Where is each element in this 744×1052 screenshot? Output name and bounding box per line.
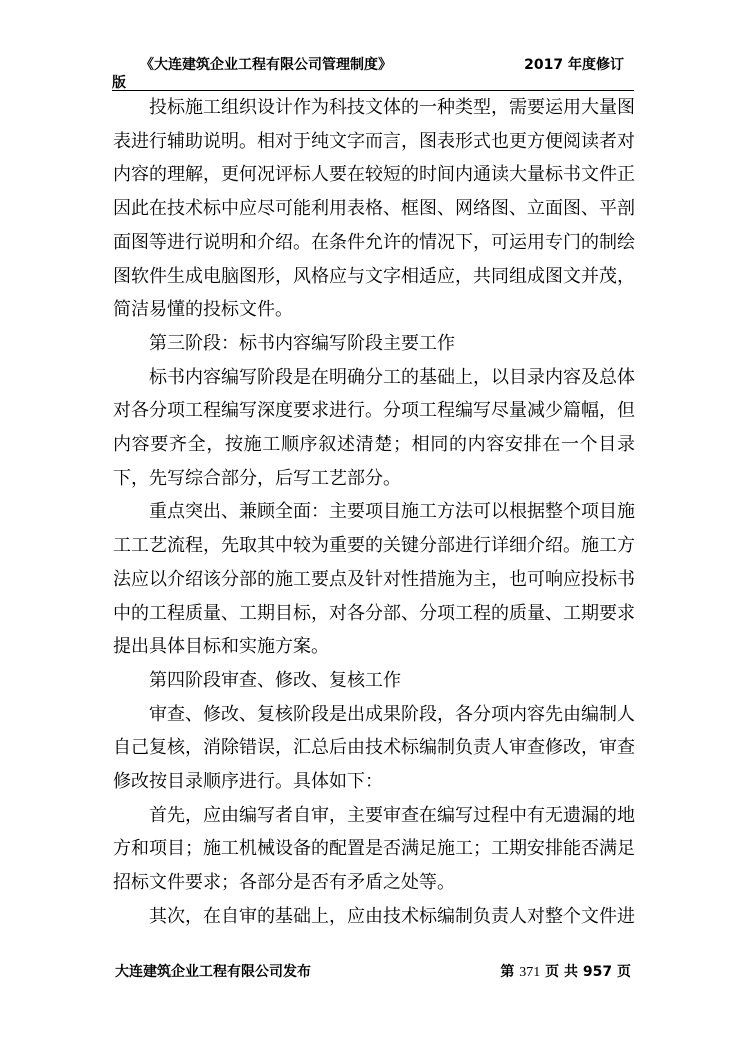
paragraph: 投标施工组织设计作为科技文体的一种类型，需要运用大量图表进行辅助说明。相对于纯文字而言，图表形式也更方便阅读者对内容的理解，更何况评标人要在较短的时间内通读大量标书文件正因此在技术标中应尽可能利用表格、框图、网络图、立面图、平剖面图等进行说明和介绍。在条件允许的情况下，可运用专门的制绘图软件生成电脑图形，风格应与文字相适应，共同组成图文并茂，简洁易懂的投标文件。 bbox=[113, 97, 635, 321]
paragraph: 标书内容编写阶段是在明确分工的基础上，以目录内容及总体对各分项工程编写深度要求进行。分项工程编写尽量减少篇幅，但内容要齐全，按施工顺序叙述清楚；相同的内容安排在一个目录下，先写综合部分，后写工艺部分。 bbox=[113, 366, 635, 489]
page-current: 371 bbox=[519, 965, 541, 980]
paragraph: 其次，在自审的基础上，应由技术标编制负责人对整个文件进 bbox=[149, 905, 635, 927]
paragraph: 首先，应由编写者自审，主要审查在编写过程中有无遗漏的地方和项目；施工机械设备的配置是否满足施工；工期安排能否满足招标文件要求；各部分是否有矛盾之处等。 bbox=[113, 804, 635, 894]
section-heading: 第三阶段：标书内容编写阶段主要工作 bbox=[149, 332, 455, 354]
paragraph: 审查、修改、复核阶段是出成果阶段，各分项内容先由编制人自己复核，消除错误，汇总后由技术标编制负责人审查修改，审查修改按目录顺序进行。具体如下： bbox=[113, 703, 635, 793]
footer-publisher: 大连建筑企业工程有限公司发布 bbox=[115, 964, 311, 980]
section-heading: 第四阶段审查、修改、复核工作 bbox=[149, 669, 401, 691]
paragraph: 重点突出、兼顾全面：主要项目施工方法可以根据整个项目施工工艺流程，先取其中较为重要的关键分部进行详细介绍。施工方法应以介绍该分部的施工要点及针对性措施为主，也可响应投标书中的工程质量、工期目标，对各分部、分项工程的质量、工期要求提出具体目标和实施方案。 bbox=[113, 501, 635, 658]
document-body bbox=[113, 91, 635, 934]
header-edition-wrap: 版 bbox=[112, 75, 126, 91]
page-label-suffix: 页 bbox=[617, 964, 631, 980]
header-edition: 2017 年度修订 bbox=[524, 57, 624, 73]
header-title: 《大连建筑企业工程有限公司管理制度》 bbox=[140, 57, 392, 73]
page-total: 957 bbox=[582, 964, 613, 980]
page-number bbox=[500, 961, 631, 981]
page-label-prefix: 第 bbox=[500, 964, 515, 980]
page-label-middle: 页 共 bbox=[545, 964, 579, 980]
